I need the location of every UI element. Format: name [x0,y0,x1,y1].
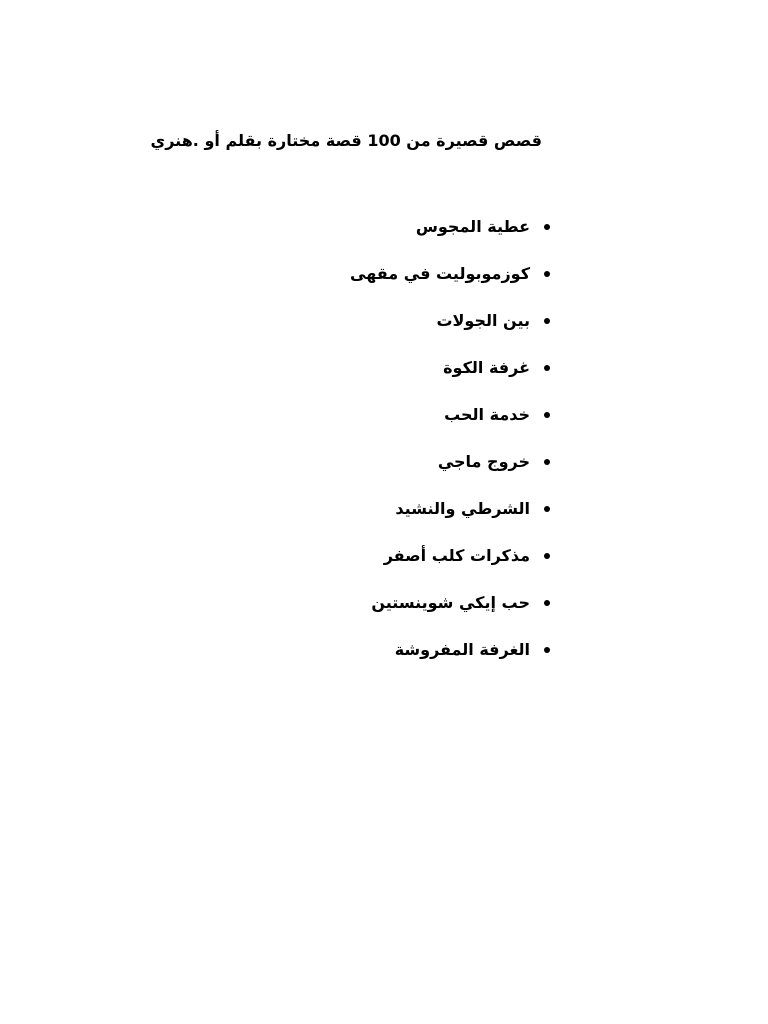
list-item [350,344,550,391]
story-title: خروج ماجي [437,451,530,471]
list-item [350,532,550,579]
story-title: بين الجولات [436,310,530,330]
bullet-icon [544,459,550,465]
bullet-icon [544,647,550,653]
bullet-icon [544,318,550,324]
bullet-icon [544,365,550,371]
story-title: مذكرات كلب أصفر [383,545,530,565]
bullet-icon [544,224,550,230]
bullet-icon [544,600,550,606]
story-title: عطية المجوس [415,216,530,236]
document-title: قصص قصيرة من 100 قصة مختارة بقلم أو .هنري [150,131,542,150]
bullet-icon [544,553,550,559]
story-title: غرفة الكوة [443,357,530,377]
story-title: كوزموبوليت في مقهى [350,263,530,283]
story-title: الشرطي والنشيد [395,498,530,518]
list-item [350,391,550,438]
bullet-icon [544,412,550,418]
list-item [350,250,550,297]
list-item [350,626,550,673]
list-item [350,297,550,344]
list-item [350,579,550,626]
bullet-icon [544,271,550,277]
list-item [350,203,550,250]
list-item [350,438,550,485]
list-item [350,485,550,532]
story-title: حب إيكي شوينستين [371,592,530,612]
story-title: الغرفة المفروشة [394,639,530,659]
story-list [350,203,550,673]
story-title: خدمة الحب [444,404,530,424]
bullet-icon [544,506,550,512]
